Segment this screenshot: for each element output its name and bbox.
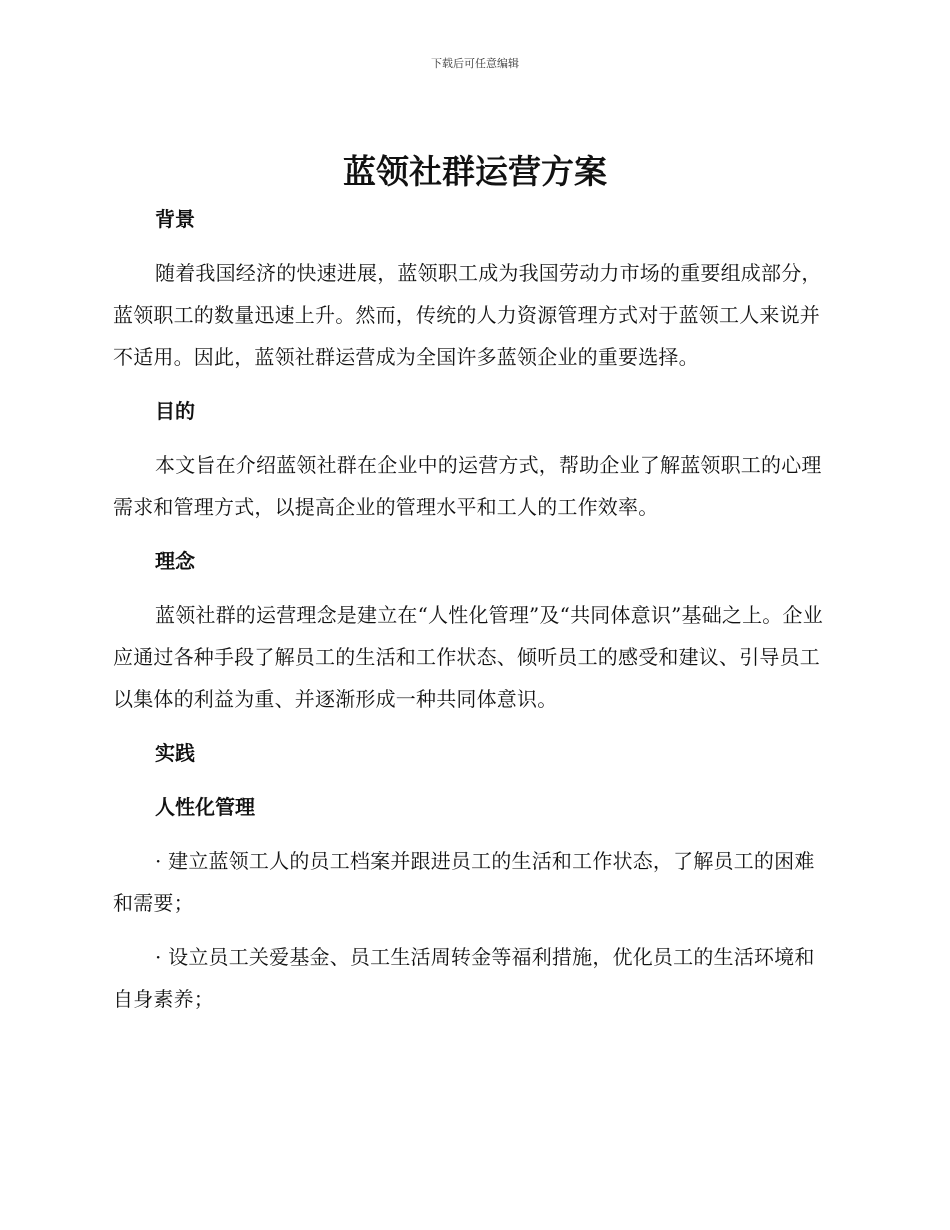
header-note: 下载后可任意编辑 xyxy=(431,57,519,70)
section-heading-purpose: 目的 xyxy=(155,399,195,423)
section-heading-background: 背景 xyxy=(155,207,195,231)
list-item: · 设立员工关爱基金、员工生活周转金等福利措施，优化员工的生活环境和自身素养； xyxy=(113,945,815,1011)
document-body xyxy=(113,198,833,1020)
section-heading-practice: 实践 xyxy=(155,741,195,765)
document-title: 蓝领社群运营方案 xyxy=(343,152,607,191)
paragraph-concept: 蓝领社群的运营理念是建立在“人性化管理”及“共同体意识”基础之上。企业应通过各种手段了解员工的生活和工作状态、倾听员工的感受和建议、引导员工以集体的利益为重、并逐渐形成一种共同体意识。 xyxy=(113,603,823,711)
paragraph-purpose: 本文旨在介绍蓝领社群在企业中的运营方式，帮助企业了解蓝领职工的心理需求和管理方式，以提高企业的管理水平和工人的工作效率。 xyxy=(113,453,822,519)
list-item: · 建立蓝领工人的员工档案并跟进员工的生活和工作状态，了解员工的困难和需要； xyxy=(113,849,815,915)
subsection-heading-humanized: 人性化管理 xyxy=(155,795,255,819)
section-heading-concept: 理念 xyxy=(155,549,195,573)
paragraph-background: 随着我国经济的快速进展，蓝领职工成为我国劳动力市场的重要组成部分，蓝领职工的数量迅速上升。然而，传统的人力资源管理方式对于蓝领工人来说并不适用。因此，蓝领社群运营成为全国许多蓝领企业的重要选择。 xyxy=(113,261,822,369)
